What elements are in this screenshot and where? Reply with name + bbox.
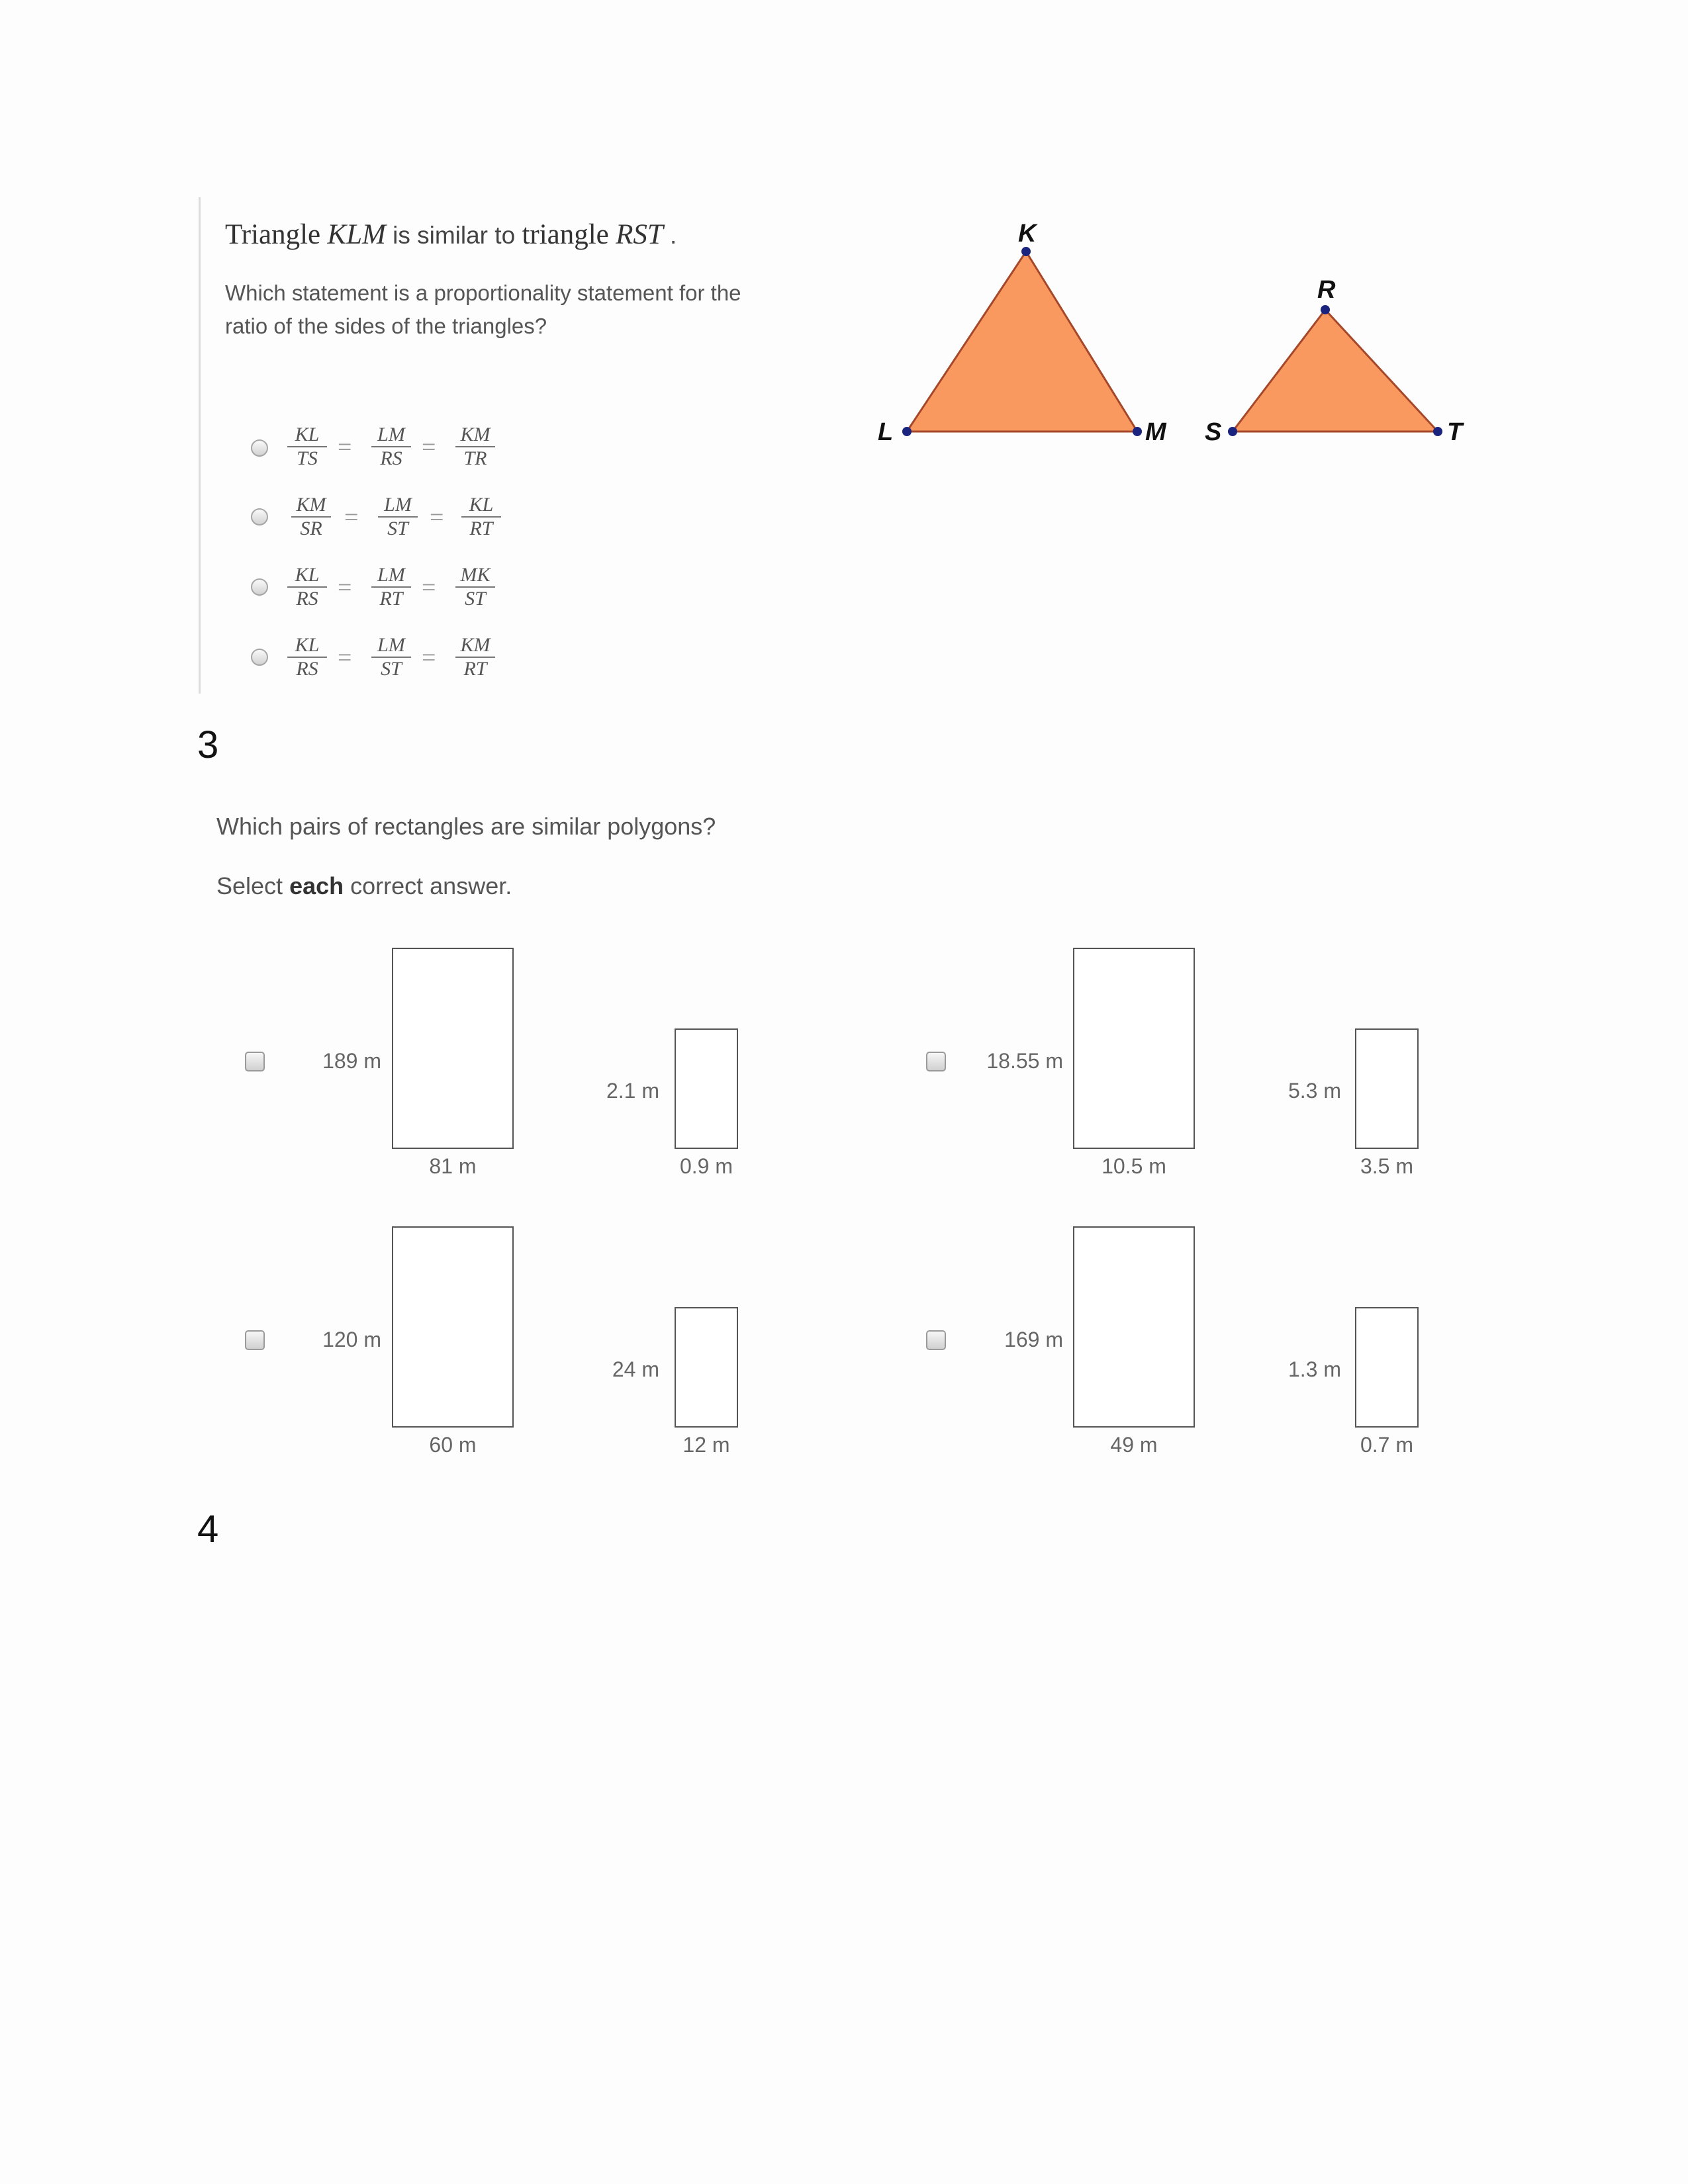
label-r: R — [1317, 276, 1336, 304]
point-m — [1133, 427, 1142, 436]
equals-sign: = — [338, 574, 352, 602]
option-1-fraction-3: $\frac{KM}{TR}$ — [455, 424, 495, 470]
option-d-small-rectangle — [1355, 1307, 1419, 1428]
label-l: L — [878, 418, 894, 446]
option-d-small-width: 0.7 m — [1360, 1433, 1414, 1457]
option-3-fraction-3: $\frac{MK}{ST}$ — [455, 564, 495, 610]
equals-sign: = — [422, 433, 436, 461]
question-3-prompt: Which pairs of rectangles are similar polygons? — [216, 813, 716, 840]
question-2-prompt: Which statement is a proportionality statement for the ratio of the sides of the triangles? — [225, 281, 741, 338]
option-3-fraction-1: $\frac{KL}{RS}$ — [287, 564, 327, 610]
option-a-large-width: 81 m — [429, 1154, 477, 1178]
point-k — [1021, 247, 1031, 256]
option-d-large-width: 49 m — [1110, 1433, 1158, 1457]
option-b-checkbox[interactable] — [926, 1052, 946, 1071]
option-2-fraction-1: $\frac{KM}{SR}$ — [291, 494, 331, 540]
option-4-fraction-1: $\frac{KL}{RS}$ — [287, 634, 327, 680]
question-2-title: Triangle KLM is similar to triangle RST . — [225, 219, 677, 250]
point-s — [1228, 427, 1237, 436]
option-a-large-height: 189 m — [322, 1049, 381, 1073]
question-3-instruction: Select each correct answer. — [216, 872, 512, 899]
equals-sign: = — [344, 504, 359, 531]
triangle-klm — [907, 251, 1137, 432]
option-d-large-height: 169 m — [1004, 1328, 1063, 1351]
equals-sign: = — [338, 433, 352, 461]
option-a-small-height: 2.1 m — [606, 1079, 659, 1103]
equals-sign: = — [338, 644, 352, 672]
option-b-small-height: 5.3 m — [1288, 1079, 1341, 1103]
equals-sign: = — [430, 504, 444, 531]
option-c-large-height: 120 m — [322, 1328, 381, 1351]
option-a-large-rectangle — [392, 948, 514, 1149]
triangle-rst — [1233, 310, 1438, 432]
option-1-fraction-2: $\frac{LM}{RS}$ — [371, 424, 411, 470]
option-4-fraction-2: $\frac{LM}{ST}$ — [371, 634, 411, 680]
option-c-large-rectangle — [392, 1226, 514, 1428]
question-3-number: 3 — [197, 723, 219, 766]
option-d-small-height: 1.3 m — [1288, 1357, 1341, 1381]
option-d-checkbox[interactable] — [926, 1330, 946, 1350]
option-b-large-rectangle — [1073, 948, 1195, 1149]
option-b-small-rectangle — [1355, 1028, 1419, 1149]
option-a-small-rectangle — [675, 1028, 738, 1149]
option-b-large-width: 10.5 m — [1102, 1154, 1166, 1178]
point-l — [902, 427, 912, 436]
option-1-fraction-1: $\frac{KL}{TS}$ — [287, 424, 327, 470]
question-4-number: 4 — [197, 1508, 219, 1551]
option-a-checkbox[interactable] — [245, 1052, 265, 1071]
point-t — [1433, 427, 1442, 436]
point-r — [1321, 305, 1330, 314]
label-t: T — [1447, 418, 1463, 446]
option-c-checkbox[interactable] — [245, 1330, 265, 1350]
option-a-small-width: 0.9 m — [679, 1154, 733, 1178]
option-3-fraction-2: $\frac{LM}{RT}$ — [371, 564, 411, 610]
option-c-small-rectangle — [675, 1307, 738, 1428]
label-k: K — [1018, 220, 1037, 248]
label-m: M — [1145, 418, 1166, 446]
option-b-large-height: 18.55 m — [986, 1049, 1063, 1073]
equals-sign: = — [422, 574, 436, 602]
option-4-fraction-3: $\frac{KM}{RT}$ — [455, 634, 495, 680]
option-2-fraction-3: $\frac{KL}{RT}$ — [461, 494, 501, 540]
option-c-small-height: 24 m — [612, 1357, 659, 1381]
label-s: S — [1205, 418, 1222, 446]
option-2-fraction-2: $\frac{LM}{ST}$ — [378, 494, 418, 540]
equals-sign: = — [422, 644, 436, 672]
option-d-large-rectangle — [1073, 1226, 1195, 1428]
option-c-large-width: 60 m — [429, 1433, 477, 1457]
option-b-small-width: 3.5 m — [1360, 1154, 1414, 1178]
option-c-small-width: 12 m — [682, 1433, 730, 1457]
